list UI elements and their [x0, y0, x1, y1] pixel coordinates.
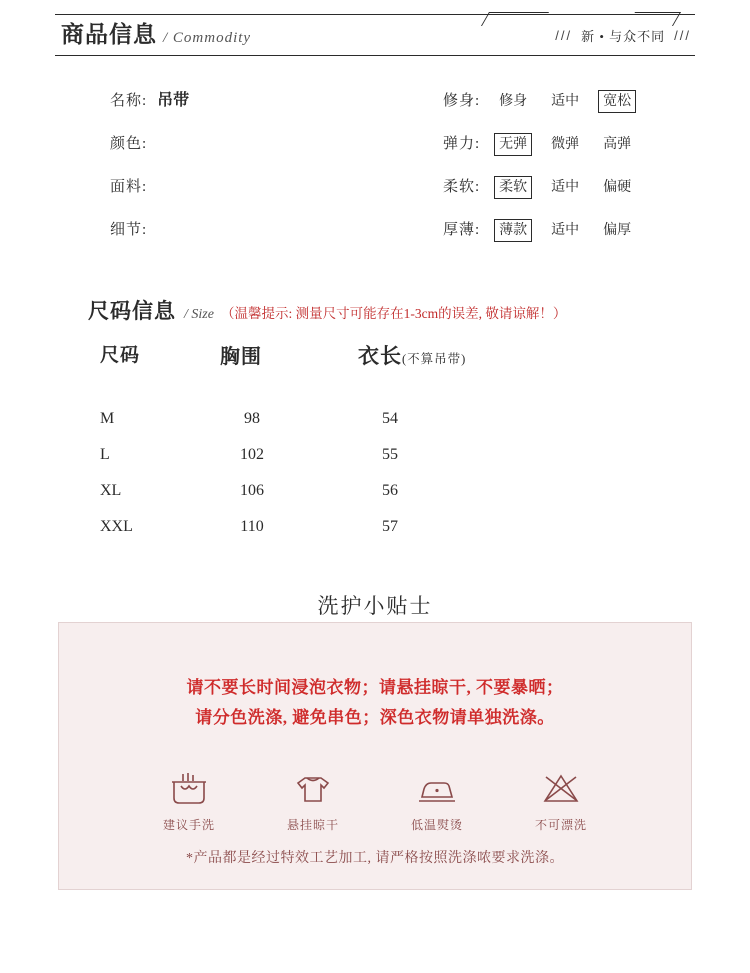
commodity-right-column	[443, 90, 713, 262]
size-column-header-length-note: (不算吊带)	[402, 352, 467, 366]
hand-wash-icon	[129, 768, 249, 810]
care-caption-hang-dry: 悬挂晾干	[286, 818, 339, 832]
nursing-tips-line-1: 请不要长时间浸泡衣物；请悬挂晾干, 不要暴晒；	[186, 678, 564, 697]
care-caption-no-bleach: 不可漂洗	[534, 818, 587, 832]
nursing-tips-footnote: *产品都是经过特效工艺加工, 请严格按照洗涤哝要求洗涤。	[186, 851, 564, 866]
commodity-label: 柔软:	[443, 179, 481, 195]
commodity-label: 弹力:	[443, 136, 481, 152]
page-title-cn: 商品信息	[61, 22, 157, 47]
commodity-label: 修身:	[443, 93, 481, 109]
size-cell-bust: 110	[240, 518, 264, 535]
nursing-tips-panel	[58, 622, 692, 890]
header-tagline-group	[555, 26, 691, 45]
option-group-fit	[494, 90, 636, 113]
commodity-row-fabric	[110, 176, 410, 219]
size-cell-size: M	[100, 410, 115, 427]
size-title-cn: 尺码信息	[88, 299, 176, 323]
commodity-row-thickness	[443, 219, 713, 262]
nursing-tips-text	[59, 673, 691, 733]
commodity-left-column	[110, 90, 410, 262]
size-column-header-size: 尺码	[100, 345, 141, 366]
commodity-label: 厚薄:	[443, 222, 481, 238]
nursing-tips-line-2: 请分色洗涤, 避免串色；深色衣物请单独洗涤。	[195, 708, 555, 727]
commodity-label: 名称:	[110, 93, 148, 109]
page-header	[55, 14, 695, 56]
slash-decor-right-icon: ///	[674, 28, 691, 43]
page-title	[61, 20, 251, 53]
nursing-tips-title-cn: 洗护小贴士	[317, 594, 433, 618]
header-bottom-rule	[55, 55, 695, 56]
option-thickness-2[interactable]: 偏厚	[603, 223, 632, 238]
size-cell-size: XL	[100, 482, 122, 499]
commodity-info-section	[0, 90, 750, 260]
care-item-no-bleach	[501, 768, 621, 833]
option-fit-2[interactable]: 宽松	[598, 90, 636, 113]
option-thickness-1[interactable]: 适中	[551, 223, 580, 238]
care-caption-hand-wash: 建议手洗	[162, 818, 215, 832]
size-cell-bust: 102	[240, 446, 264, 463]
table-row	[0, 446, 750, 482]
option-elasticity-2[interactable]: 高弹	[603, 137, 632, 152]
size-cell-size: XXL	[100, 518, 133, 535]
size-column-header-bust: 胸围	[220, 346, 262, 368]
commodity-label: 面料:	[110, 179, 148, 195]
commodity-row-fit	[443, 90, 713, 133]
commodity-row-elasticity	[443, 133, 713, 176]
no-bleach-icon	[501, 768, 621, 810]
option-softness-0[interactable]: 柔软	[494, 176, 532, 199]
table-row	[0, 410, 750, 446]
option-softness-1[interactable]: 适中	[551, 180, 580, 195]
table-row	[0, 518, 750, 554]
option-group-elasticity	[494, 133, 636, 156]
option-fit-1[interactable]: 适中	[551, 94, 580, 109]
size-cell-length: 57	[382, 518, 398, 535]
header-top-rule	[55, 14, 695, 15]
size-column-header-length	[358, 340, 466, 370]
commodity-label: 颜色:	[110, 136, 148, 152]
commodity-value: 吊带	[157, 92, 190, 109]
table-row	[0, 482, 750, 518]
commodity-label: 细节:	[110, 222, 148, 238]
header-decor-notch-right	[627, 12, 681, 26]
size-title-en: / Size	[184, 307, 214, 322]
size-cell-length: 56	[382, 482, 398, 499]
header-tagline: 新 • 与众不同	[581, 29, 666, 44]
size-column-header-length-label: 衣长	[358, 344, 402, 368]
option-elasticity-0[interactable]: 无弹	[494, 133, 532, 156]
size-section-header	[88, 295, 566, 325]
commodity-row-softness	[443, 176, 713, 219]
option-group-thickness	[494, 219, 636, 242]
commodity-row-name	[110, 90, 410, 133]
option-thickness-0[interactable]: 薄款	[494, 219, 532, 242]
page-title-en: / Commodity	[163, 30, 252, 46]
low-temp-iron-icon	[377, 768, 497, 810]
size-cell-length: 55	[382, 446, 398, 463]
care-icon-row	[129, 768, 621, 833]
option-fit-0[interactable]: 修身	[499, 94, 528, 109]
header-decor-notch-left	[481, 12, 549, 26]
care-item-hang-dry	[253, 768, 373, 833]
slash-decor-left-icon: ///	[555, 28, 573, 43]
hang-dry-icon	[253, 768, 373, 810]
size-table-header	[0, 340, 750, 376]
size-measurement-note: （温馨提示: 测量尺寸可能存在1-3cm的误差, 敬请谅解！）	[220, 306, 567, 321]
care-item-low-temp-iron	[377, 768, 497, 833]
option-group-softness	[494, 176, 636, 199]
size-cell-bust: 106	[240, 482, 264, 499]
care-caption-low-temp-iron: 低温熨烫	[410, 818, 463, 832]
size-cell-length: 54	[382, 410, 398, 427]
size-table	[0, 410, 750, 554]
commodity-row-detail	[110, 219, 410, 262]
option-softness-2[interactable]: 偏硬	[603, 180, 632, 195]
size-cell-bust: 98	[244, 410, 260, 427]
option-elasticity-1[interactable]: 微弹	[551, 137, 580, 152]
care-item-hand-wash	[129, 768, 249, 833]
commodity-row-color	[110, 133, 410, 176]
size-cell-size: L	[100, 446, 110, 463]
